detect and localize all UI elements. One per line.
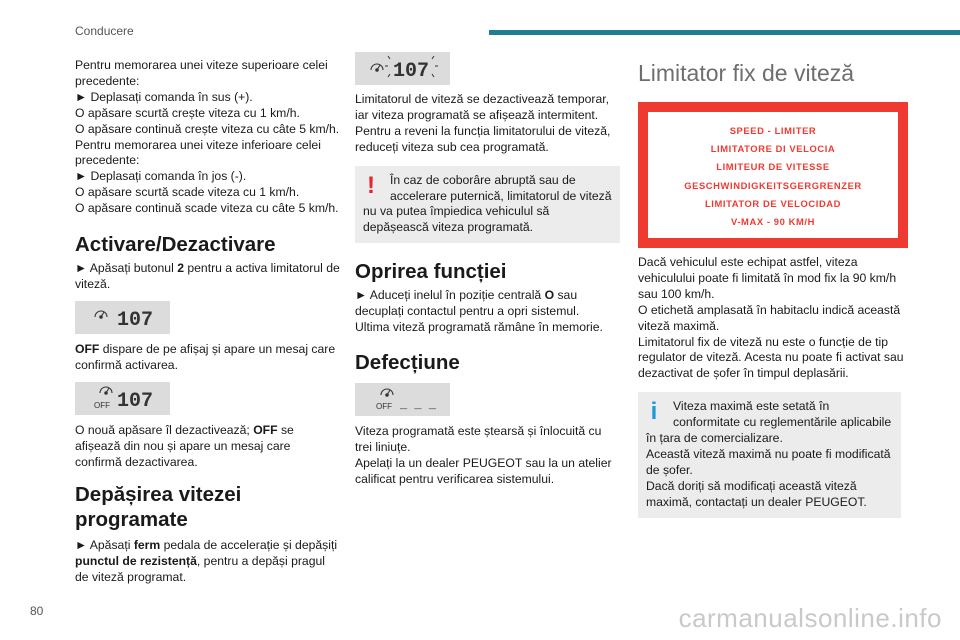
speedometer-icon xyxy=(381,389,393,396)
info-icon: i xyxy=(650,398,658,426)
label-line: LIMITEUR DE VITESSE xyxy=(716,161,830,173)
label-line: GESCHWINDIGKEITSGERGRENZER xyxy=(684,179,862,191)
off-label: OFF xyxy=(94,400,110,410)
warning-text-first: În caz de coborâre abruptă sau de accelerare puternică, limitatorul de viteză xyxy=(390,172,612,203)
label-inner xyxy=(648,112,898,238)
section-title: Conducere xyxy=(75,24,134,38)
header-accent-bar xyxy=(489,30,960,35)
warning-text-rest: nu va putea împiedica vehiculul să depășească viteza programată. xyxy=(363,204,550,235)
page-number: 80 xyxy=(30,604,44,618)
column-middle xyxy=(355,52,620,488)
column-left xyxy=(75,58,340,586)
off-disappears-text: OFF dispare de pe afișaj și apare un mesaj care confirmă activarea. xyxy=(75,341,336,372)
info-note xyxy=(638,392,901,517)
display-digits: 107 xyxy=(117,308,154,332)
limiter-display-graphic xyxy=(355,383,450,416)
temporary-deactivation-text: Limitatorul de viteză se dezactivează temporar, iar viteza programată se afișează intermitent. Pentru a reveni la funcția limitatorului de viteză, reduceți viteza sub cea programată. xyxy=(355,92,611,154)
speed-display-blinking xyxy=(355,52,450,85)
warning-note xyxy=(355,166,620,244)
limiter-display-graphic xyxy=(75,382,170,415)
activation-text: ► Apăsați butonul 2 pentru a activa limitatorul de viteză. xyxy=(75,261,340,291)
column-right xyxy=(638,52,908,518)
limiter-display-graphic xyxy=(355,52,450,85)
info-text-first: Viteza maximă este setată în conformitate cu reglementările aplicabile xyxy=(673,399,892,430)
label-line: SPEED - LIMITER xyxy=(729,125,817,136)
speed-display-inactive xyxy=(75,382,170,415)
label-line: LIMITATOR DE VELOCIDAD xyxy=(704,197,842,209)
deactivation-text: O nouă apăsare îl dezactivează; OFF se afișează din nou și apare un mesaj care confirmă dezactivarea. xyxy=(75,422,294,469)
heading-fault: Defecțiune xyxy=(355,350,460,374)
label-line: LIMITATORE DI VELOCIA xyxy=(710,143,836,155)
speedometer-icon xyxy=(371,64,383,71)
heading-exceed-speed: Depășirea vitezei programate xyxy=(75,483,242,532)
speed-display-active xyxy=(75,301,170,334)
fault-text: Viteza programată este ștearsă și înlocuită cu trei liniuțe. Apelați la un dealer PEUGEOT sau la un atelier calificat pentru verificarea sistemului. xyxy=(355,423,612,486)
dashes: _ _ _ xyxy=(400,397,437,412)
heading-stop-function: Oprirea funcției xyxy=(355,260,507,284)
display-digits: 107 xyxy=(393,60,430,83)
label-line: V-MAX - 90 KM/H xyxy=(730,216,815,228)
watermark: carmanualsonline.info xyxy=(678,603,942,633)
speedometer-icon xyxy=(100,387,112,394)
info-text-rest: în țara de comercializare. Această viteză maximă nu poate fi modificată de șofer. Dacă doriți să modificați această viteză maximă, contactați un dealer PEUGEOT. xyxy=(646,431,891,509)
speed-limiter-label-image xyxy=(638,102,908,248)
stop-function-text: ► Aduceți inelul în poziție centrală O sau decuplați contactul pentru a opri sistemul. Ultima viteză programată rămâne în memorie. xyxy=(355,288,603,335)
off-label: OFF xyxy=(376,401,392,411)
heading-activation: Activare/Dezactivare xyxy=(75,233,276,257)
warning-icon: ! xyxy=(367,171,375,199)
speedometer-icon xyxy=(95,311,107,318)
memorize-speed-text: Pentru memorarea unei viteze superioare celei precedente: ► Deplasați comanda în sus (+). O apăsare scurtă crește viteza cu 1 km/h. O apăsare continuă crește viteza cu câte 5 km/h. Pentru memorarea unei viteze inferioare celei precedente: ► Deplasați comanda în jos (-). O apăsare scurtă scade viteza cu 1 km/h. O apăsare continuă scade viteza cu câte 5 km/h. xyxy=(75,58,340,216)
limiter-display-graphic xyxy=(75,301,170,334)
exceed-speed-text: ► Apăsați ferm pedala de accelerație și depășiți punctul de rezistență, pentru a depăși pragul de viteză programat. xyxy=(75,538,338,585)
heading-fixed-limiter: Limitator fix de viteză xyxy=(638,60,855,86)
display-digits: 107 xyxy=(117,389,154,413)
fixed-limiter-text: Dacă vehiculul este echipat astfel, viteza vehiculului poate fi limitată în mod fix la 90 km/h sau 100 km/h. O etichetă amplasată în habitaclu indică această viteză maximă. Limitatorul fix de viteză nu este o funcție de tip regulator de viteză. Acesta nu poate fi activat sau dezactivat de șofer în timpul deplasării. xyxy=(638,255,904,381)
speed-display-fault xyxy=(355,383,450,416)
